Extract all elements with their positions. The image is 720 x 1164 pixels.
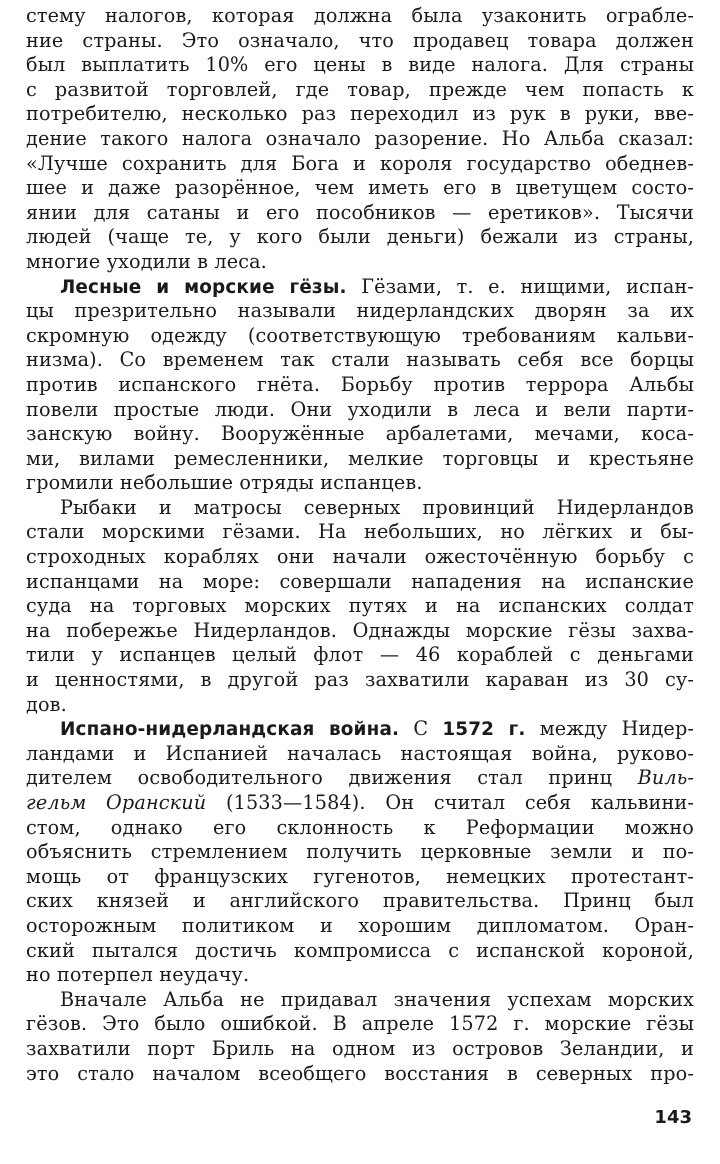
section-war-first-line [26, 717, 694, 742]
text-line [26, 766, 694, 791]
text-line [26, 791, 694, 816]
text-line: людей (чаще те, у кого были деньги) бежали из страны, [26, 225, 694, 249]
text-span: (1533—1584). Он считал себя кальвини- [206, 791, 694, 814]
text-line: потребителю, несколько раз переходил из рук в руки, вве- [26, 102, 694, 126]
text-line: суда на торговых морских путях и на испанских солдат [26, 594, 694, 618]
text-line: но потерпел неудачу. [26, 963, 250, 987]
text-line: многие уходили в леса. [26, 249, 267, 273]
section-heading-war: Испано-нидерландская война. [60, 719, 400, 741]
text-line: цы презрительно называли нидерландских дворян за их [26, 299, 694, 323]
text-line: Рыбаки и матросы северных провинций Нидерландов [60, 495, 694, 519]
text-line: объяснить стремлением получить церковные земли и по- [26, 840, 694, 864]
text-line: на побережье Нидерландов. Однажды морские гёзы захва- [26, 618, 694, 642]
text-line: и ценностями, в другой раз захватили караван из 30 су- [26, 668, 694, 692]
text-span: Гёзами, т. е. нищими, испан- [346, 274, 695, 298]
text-line: осторожным политиком и хорошим дипломатом. Оран- [26, 913, 694, 937]
text-line: дение такого налога означало разорение. Но Альба сказал: [26, 126, 694, 150]
text-line: стему налогов, которая должна была узаконить ограбле- [26, 4, 694, 27]
text-line: ние страны. Это означало, что продавец товара должен [26, 28, 694, 52]
text-span: С [399, 717, 443, 741]
text-line: громили небольшие отряды испанцев. [26, 471, 423, 495]
person-name: Виль- [637, 766, 694, 790]
text-line: ских князей и английского правительства. Принц был [26, 889, 694, 913]
text-line: низма). Со временем так стали называть себя все борцы [26, 348, 694, 372]
text-line: янии для сатаны и его пособников — еретиков». Тысячи [26, 200, 694, 224]
text-line: скромную одежду (соответствующую требованиям кальви- [26, 323, 694, 347]
person-name: гельм Оранский [26, 791, 207, 814]
text-line: стом, однако его склонность к Реформации можно [26, 815, 694, 839]
text-line: испанцами на море: совершали нападения на испанские [26, 569, 694, 593]
section-forest-first-line [26, 275, 694, 300]
text-line: это стало началом всеобщего восстания в северных про- [26, 1061, 694, 1085]
text-line: с развитой торговлей, где товар, прежде чем попасть к [26, 77, 694, 101]
text-line: дов. [26, 692, 67, 716]
text-line: гёзов. Это было ошибкой. В апреле 1572 г. морские гёзы [26, 1012, 694, 1036]
text-line: ландами и Испанией началась настоящая война, руково- [26, 741, 694, 765]
text-line: «Лучше сохранить для Бога и короля государство обеднев- [26, 151, 694, 175]
section-heading-forest: Лесные и морские гёзы. [60, 276, 347, 298]
text-line: тили у испанцев целый флот — 46 кораблей с деньгами [26, 643, 694, 667]
body-text [26, 4, 694, 1086]
text-line: против испанского гнёта. Борьбу против террора Альбы [26, 372, 694, 396]
text-line: захватили порт Бриль на одном из островов Зеландии, и [26, 1036, 694, 1060]
page-number: 143 [654, 1107, 692, 1128]
text-span: дителем освободительного движения стал принц [26, 766, 638, 790]
text-line: повели простые люди. Они уходили в леса и вели парти- [26, 397, 694, 421]
text-line: Вначале Альба не придавал значения успехам морских [60, 987, 694, 1011]
text-line: стали морскими гёзами. На небольших, но лёгких и бы- [26, 520, 694, 544]
text-line: шее и даже разорённое, чем иметь его в цветущем состо- [26, 176, 694, 200]
text-span: между Нидер- [525, 717, 695, 741]
text-line: мощь от французских гугенотов, немецких протестант- [26, 864, 694, 888]
text-line: ский пытался достичь компромисса с испанской короной, [26, 938, 694, 962]
text-line: занскую войну. Вооружённые арбалетами, мечами, коса- [26, 422, 694, 446]
text-line: ми, вилами ремесленники, мелкие торговцы и крестьяне [26, 446, 694, 470]
text-line: строходных кораблях они начали ожесточённую борьбу с [26, 545, 694, 569]
text-line: был выплатить 10% его цены в виде налога. Для страны [26, 53, 694, 77]
year-highlight: 1572 г. [442, 719, 526, 741]
